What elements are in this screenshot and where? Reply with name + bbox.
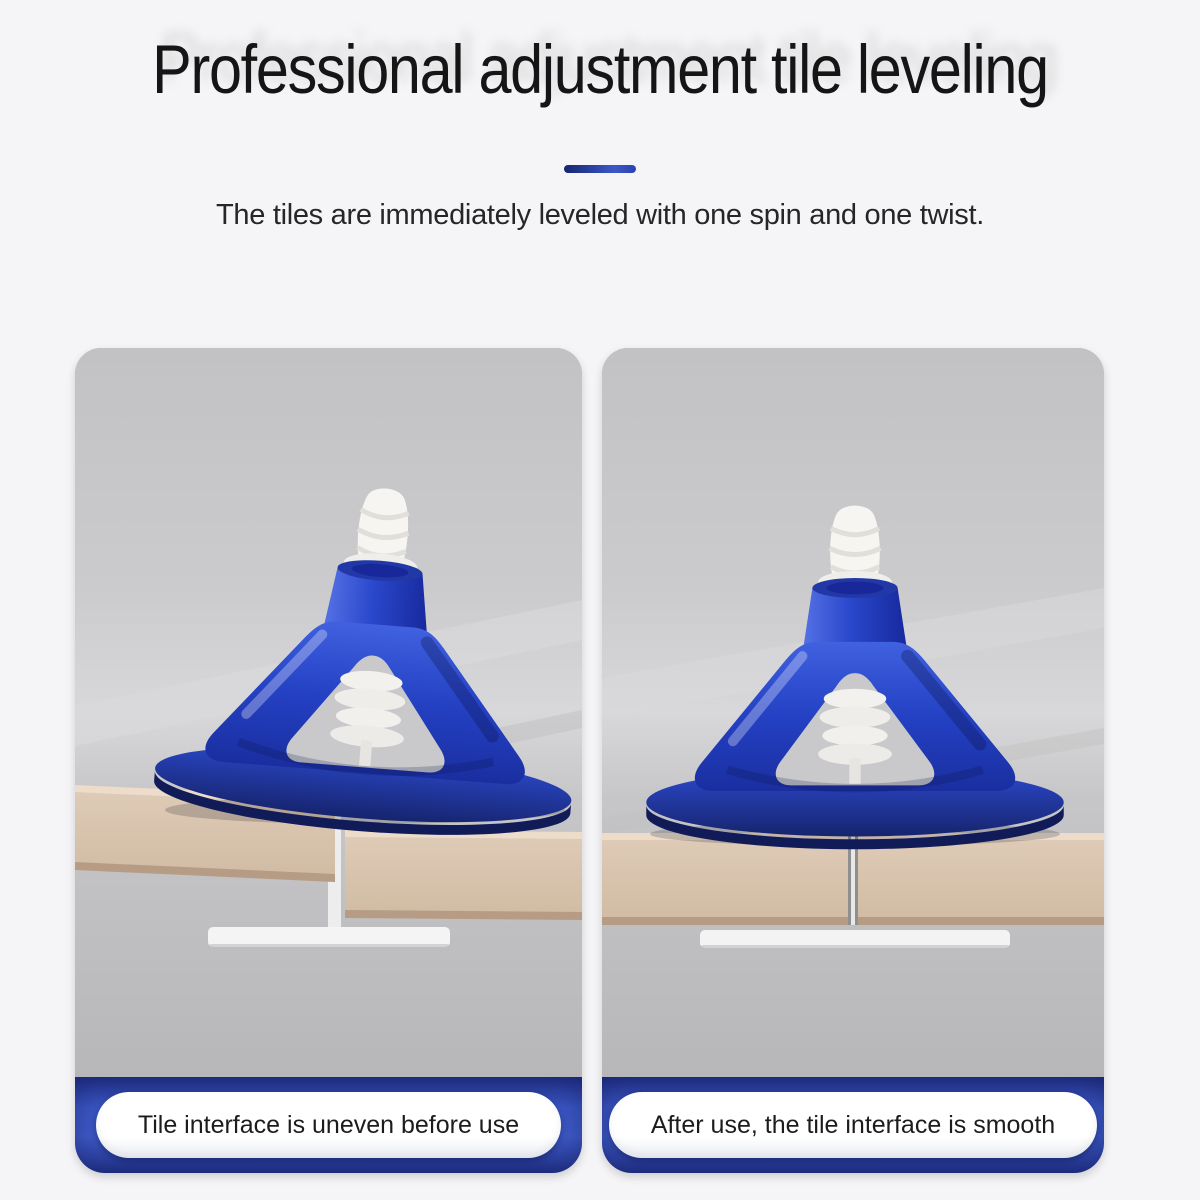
- after-photo: [602, 348, 1104, 1077]
- comparison-panels: [75, 348, 1200, 1173]
- spacer-base: [208, 927, 450, 951]
- after-caption-pill: [609, 1092, 1097, 1158]
- page-subtitle: The tiles are immediately leveled with one spin and one twist.: [215, 199, 985, 231]
- page-title: Professional adjustment tile leveling: [152, 31, 1048, 108]
- spacer-base: [700, 930, 1010, 951]
- right-tile-lower: [345, 830, 582, 920]
- after-panel: [602, 348, 1104, 1173]
- after-illustration-level-tiles: [602, 348, 1104, 1077]
- before-caption-band: [75, 1077, 582, 1173]
- before-caption-pill: [96, 1092, 561, 1158]
- before-illustration-uneven-tiles: [75, 348, 582, 1077]
- before-panel: [75, 348, 582, 1173]
- before-photo: [75, 348, 582, 1077]
- after-caption-text: After use, the tile interface is smooth: [650, 1110, 1056, 1139]
- before-caption-text: Tile interface is uneven before use: [137, 1110, 520, 1139]
- title-divider: [564, 165, 636, 173]
- after-caption-band: [602, 1077, 1104, 1173]
